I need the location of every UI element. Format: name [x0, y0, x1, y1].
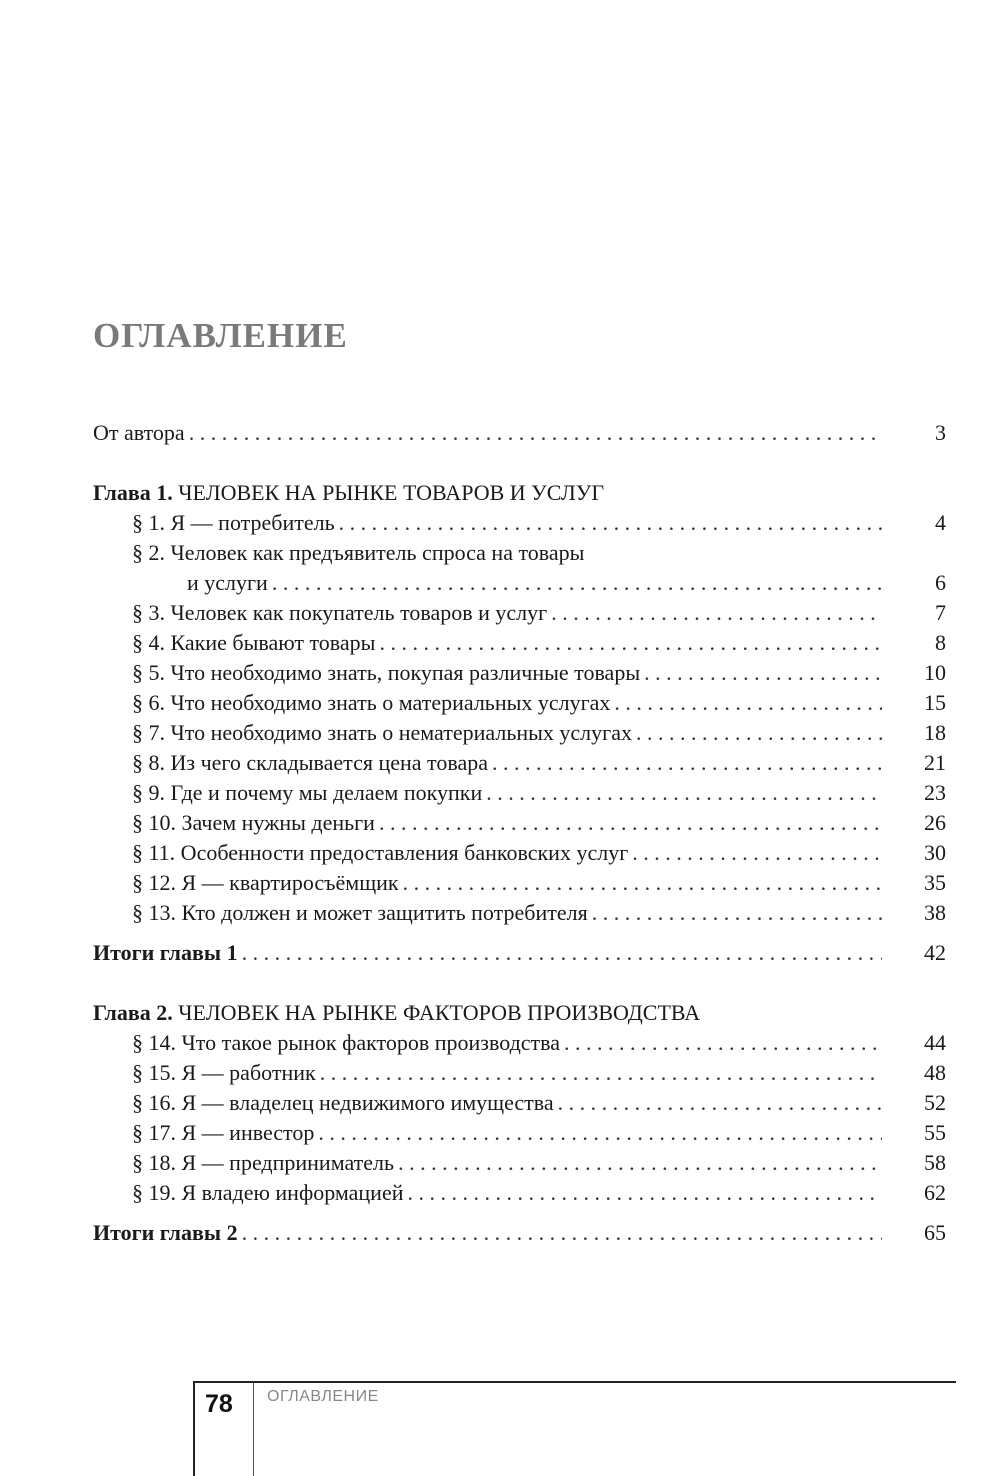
toc-entry[interactable]	[93, 838, 946, 868]
toc-entry-label: § 16. Я — владелец недвижимого имущества	[132, 1090, 554, 1115]
toc-entry-label: Итоги главы 2	[93, 1220, 238, 1245]
toc-entry-page: 18	[924, 720, 946, 745]
page-title: ОГЛАВЛЕНИЕ	[93, 316, 348, 355]
dot-leader	[242, 938, 882, 968]
toc-entry[interactable]	[93, 808, 946, 838]
dot-leader	[379, 628, 882, 658]
dot-leader	[403, 868, 882, 898]
dot-leader	[272, 568, 882, 598]
toc-entry-label: § 11. Особенности предоставления банковских услуг	[132, 840, 629, 865]
toc-entry-page: 4	[935, 510, 946, 535]
dot-leader	[592, 898, 882, 928]
chapter-2-heading[interactable]	[93, 998, 946, 1028]
toc-entry-label: § 5. Что необходимо знать, покупая различные товары	[132, 660, 641, 685]
toc-entry-label: От автора	[93, 420, 185, 445]
footer-divider	[193, 1381, 195, 1476]
page-number: 78	[205, 1390, 233, 1418]
toc-entry-label: § 17. Я — инвестор	[132, 1120, 315, 1145]
dot-leader	[318, 1118, 882, 1148]
dot-leader	[551, 598, 882, 628]
toc-entry-page: 62	[924, 1180, 946, 1205]
chapter-1-heading[interactable]	[93, 478, 946, 508]
toc-entry-page: 52	[924, 1090, 946, 1115]
dot-leader	[398, 1148, 882, 1178]
footer-rule	[193, 1381, 956, 1383]
toc-entry[interactable]	[93, 1088, 946, 1118]
toc-entry-label: § 13. Кто должен и может защитить потребителя	[132, 900, 588, 925]
toc-entry[interactable]	[93, 508, 946, 538]
toc-entry-label: § 9. Где и почему мы делаем покупки	[132, 780, 483, 805]
toc-entry-label: § 19. Я владею информацией	[132, 1180, 404, 1205]
toc-entry-page: 35	[924, 870, 946, 895]
toc-entry-label: § 7. Что необходимо знать о нематериальных услугах	[132, 720, 632, 745]
toc-entry-label: § 18. Я — предприниматель	[132, 1150, 395, 1175]
toc-entry-page: 58	[924, 1150, 946, 1175]
toc-entry[interactable]	[93, 1058, 946, 1088]
dot-leader	[379, 808, 882, 838]
toc-entry-page: 26	[924, 810, 946, 835]
chapter-title: ЧЕЛОВЕК НА РЫНКЕ ФАКТОРОВ ПРОИЗВОДСТВА	[178, 1000, 701, 1025]
toc-entry[interactable]	[93, 598, 946, 628]
toc-entry-label: § 15. Я — работник	[132, 1060, 316, 1085]
toc-entry-page: 3	[935, 420, 946, 445]
toc-entry-label: § 3. Человек как покупатель товаров и услуг	[132, 600, 548, 625]
toc-entry-page: 7	[935, 600, 946, 625]
toc-entry-page: 10	[924, 660, 946, 685]
dot-leader	[408, 1178, 883, 1208]
toc-entry-label: Итоги главы 1	[93, 940, 238, 965]
toc-entry-page: 8	[935, 630, 946, 655]
toc-entry[interactable]	[93, 718, 946, 748]
toc-entry-label: § 10. Зачем нужны деньги	[132, 810, 375, 835]
toc-entry-label: § 6. Что необходимо знать о материальных услугах	[132, 690, 611, 715]
toc-entry-label: § 14. Что такое рынок факторов производства	[132, 1030, 561, 1055]
toc-entry[interactable]	[93, 778, 946, 808]
toc-entry-page: 23	[924, 780, 946, 805]
toc-entry-page: 55	[924, 1120, 946, 1145]
toc-entry[interactable]	[93, 628, 946, 658]
chapter-number: Глава 2.	[93, 1000, 173, 1025]
toc-entry-label: § 12. Я — квартиросъёмщик	[132, 870, 399, 895]
toc-entry[interactable]	[93, 1028, 946, 1058]
footer-divider	[253, 1383, 254, 1476]
toc-entry[interactable]	[93, 1178, 946, 1208]
toc-entry[interactable]	[93, 1148, 946, 1178]
toc-entry-page: 30	[924, 840, 946, 865]
toc-entry[interactable]	[93, 688, 946, 718]
toc-entry-label: § 1. Я — потребитель	[132, 510, 335, 535]
toc-entry-chapter-1-summary[interactable]	[93, 938, 946, 968]
toc-entry[interactable]	[93, 898, 946, 928]
table-of-contents	[93, 418, 946, 1248]
toc-entry-label-cont: и услуги	[187, 570, 268, 595]
dot-leader	[558, 1088, 882, 1118]
dot-leader	[486, 778, 882, 808]
toc-entry-page: 38	[924, 900, 946, 925]
dot-leader	[320, 1058, 882, 1088]
dot-leader	[614, 688, 882, 718]
dot-leader	[564, 1028, 882, 1058]
dot-leader	[632, 838, 882, 868]
toc-entry-page: 6	[935, 570, 946, 595]
toc-entry-page: 48	[924, 1060, 946, 1085]
toc-entry-page: 21	[924, 750, 946, 775]
dot-leader	[189, 418, 882, 448]
toc-entry-chapter-2-summary[interactable]	[93, 1218, 946, 1248]
toc-entry-label: § 4. Какие бывают товары	[132, 630, 376, 655]
running-header: ОГЛАВЛЕНИЕ	[267, 1388, 379, 1405]
toc-entry-continuation[interactable]	[93, 568, 946, 598]
chapter-number: Глава 1.	[93, 480, 173, 505]
toc-entry[interactable]	[93, 868, 946, 898]
toc-entry-page: 15	[924, 690, 946, 715]
toc-entry-page: 42	[924, 940, 946, 965]
toc-entry-page: 65	[924, 1220, 946, 1245]
toc-entry-page: 44	[924, 1030, 946, 1055]
toc-entry[interactable]	[93, 538, 946, 568]
toc-entry-intro[interactable]	[93, 418, 946, 448]
dot-leader	[339, 508, 882, 538]
dot-leader	[492, 748, 882, 778]
toc-entry[interactable]	[93, 658, 946, 688]
chapter-title: ЧЕЛОВЕК НА РЫНКЕ ТОВАРОВ И УСЛУГ	[178, 480, 605, 505]
toc-entry-label: § 2. Человек как предъявитель спроса на товары	[132, 540, 585, 565]
dot-leader	[242, 1218, 882, 1248]
dot-leader	[644, 658, 882, 688]
toc-entry[interactable]	[93, 1118, 946, 1148]
toc-entry-label: § 8. Из чего складывается цена товара	[132, 750, 488, 775]
dot-leader	[636, 718, 882, 748]
toc-entry[interactable]	[93, 748, 946, 778]
